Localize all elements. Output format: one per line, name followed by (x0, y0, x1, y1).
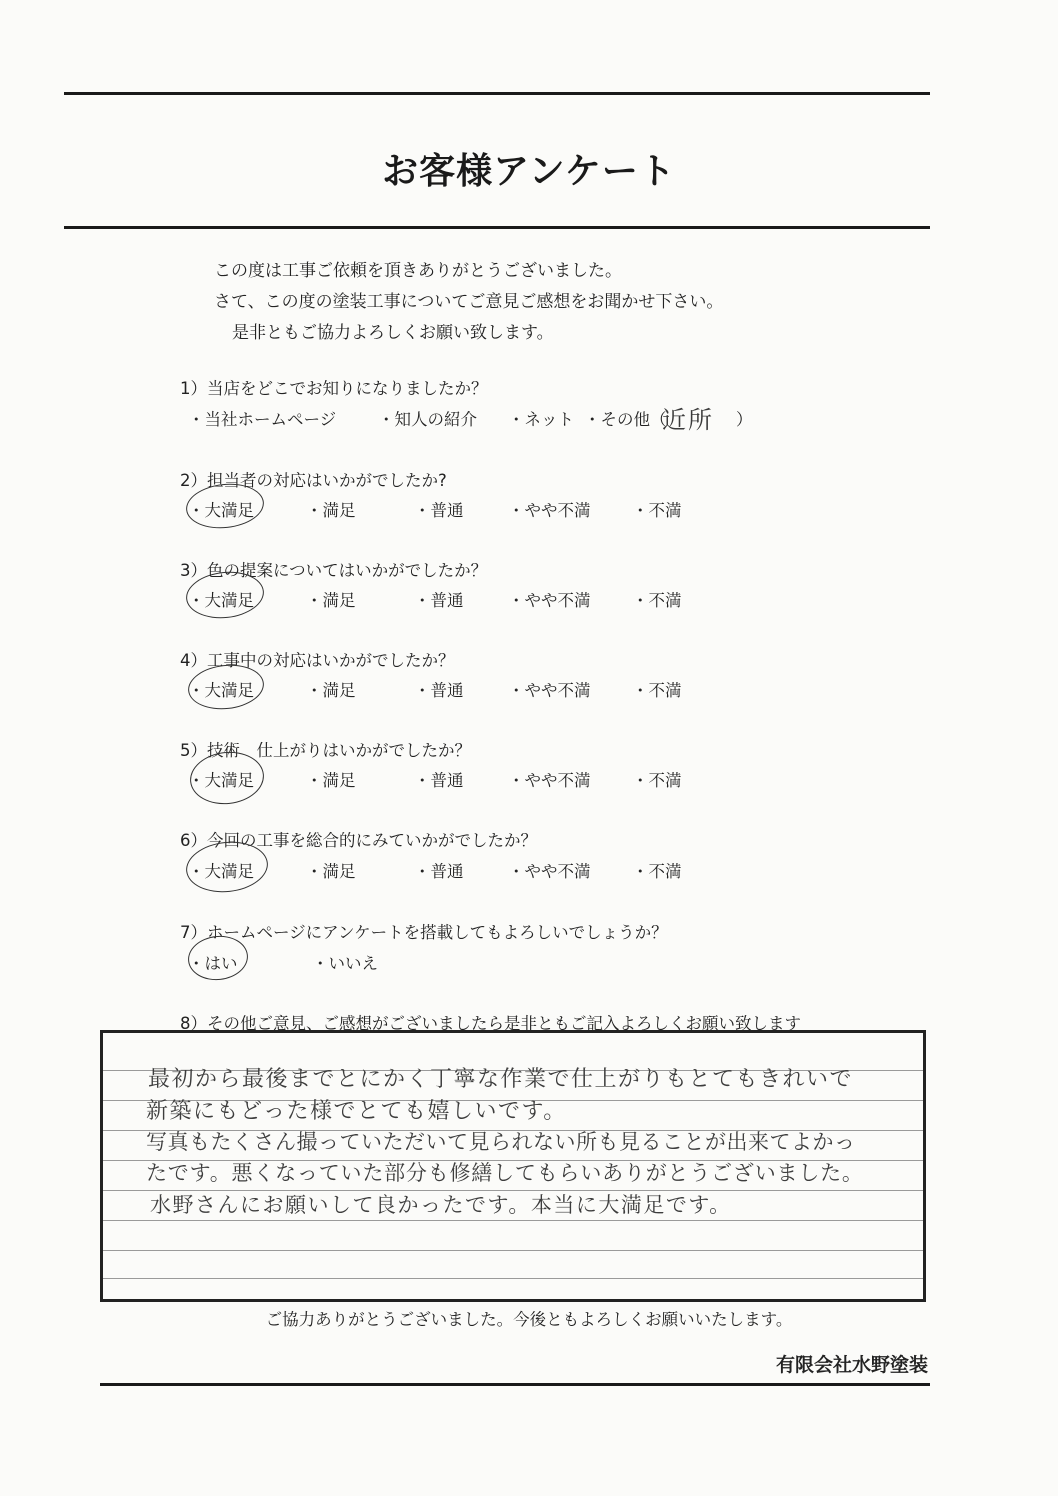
comment-ruled-line (103, 1220, 923, 1221)
company-name: 有限会社水野塗装 (775, 1354, 928, 1376)
comment-line-4: たです。悪くなっていた部分も修繕してもらいありがとうございました。 (146, 1161, 864, 1185)
q6-option-very-satisfied[interactable]: ・大満足 (188, 862, 254, 881)
intro-line-3: 是非ともご協力よろしくお願い致します。 (232, 323, 554, 343)
q7-option-no[interactable]: ・いいえ (312, 954, 378, 973)
q1-other-handwritten: 近所 (662, 406, 714, 434)
q4-option-somewhat-dissatisfied[interactable]: ・やや不満 (508, 681, 591, 700)
question-2: 2）担当者の対応はいかがでしたか? (180, 471, 447, 490)
q6-option-normal[interactable]: ・普通 (414, 862, 464, 881)
question-7: 7）ホームページにアンケートを搭載してもよろしいでしょうか？ (180, 923, 668, 942)
title-bottom-rule (64, 226, 930, 229)
q6-option-satisfied[interactable]: ・満足 (306, 862, 356, 881)
intro-line-2: さて、この度の塗装工事についてご意見ご感想をお聞かせ下さい。 (214, 292, 724, 312)
q3-option-dissatisfied[interactable]: ・不満 (632, 591, 682, 610)
q1-option-other-close: ） (736, 410, 753, 429)
q1-option-referral[interactable]: ・知人の紹介 (378, 410, 477, 429)
q4-option-dissatisfied[interactable]: ・不満 (632, 681, 682, 700)
q7-option-yes[interactable]: ・はい (188, 954, 238, 973)
q2-option-dissatisfied[interactable]: ・不満 (632, 501, 682, 520)
q5-option-satisfied[interactable]: ・満足 (306, 771, 356, 790)
comment-line-2: 新築にもどった様でとても嬉しいです。 (146, 1099, 567, 1124)
q6-option-dissatisfied[interactable]: ・不満 (632, 862, 682, 881)
q1-option-net[interactable]: ・ネット (508, 410, 574, 429)
q5-option-very-satisfied[interactable]: ・大満足 (188, 771, 254, 790)
q5-option-somewhat-dissatisfied[interactable]: ・やや不満 (508, 771, 591, 790)
q2-option-very-satisfied[interactable]: ・大満足 (188, 501, 254, 520)
q6-option-somewhat-dissatisfied[interactable]: ・やや不満 (508, 862, 591, 881)
page-title: お客様アンケート (382, 151, 676, 192)
question-5: 5）技術 仕上がりはいかがでしたか？ (180, 741, 471, 760)
q3-option-somewhat-dissatisfied[interactable]: ・やや不満 (508, 591, 591, 610)
question-4: 4）工事中の対応はいかがでしたか？ (180, 651, 455, 670)
q3-option-satisfied[interactable]: ・満足 (306, 591, 356, 610)
bottom-rule (100, 1383, 930, 1386)
question-6: 6）今回の工事を総合的にみていかがでしたか？ (180, 831, 537, 850)
q3-option-normal[interactable]: ・普通 (414, 591, 464, 610)
q2-option-satisfied[interactable]: ・満足 (306, 501, 356, 520)
q3-option-very-satisfied[interactable]: ・大満足 (188, 591, 254, 610)
footer-thanks: ご協力ありがとうございました。今後ともよろしくお願いいたします。 (265, 1310, 793, 1329)
comment-line-5: 水野さんにお願いして良かったです。本当に大満足です。 (150, 1193, 732, 1217)
q2-option-normal[interactable]: ・普通 (414, 501, 464, 520)
q5-option-normal[interactable]: ・普通 (414, 771, 464, 790)
comment-ruled-line (103, 1278, 923, 1279)
comment-line-3: 写真もたくさん撮っていただいて見られない所も見ることが出来てよかっ (146, 1130, 856, 1154)
question-1: 1）当店をどこでお知りになりましたか？ (180, 379, 488, 398)
question-8: 8）その他ご意見、ご感想がございましたら是非ともご記入よろしくお願い致します (180, 1014, 801, 1033)
q4-option-very-satisfied[interactable]: ・大満足 (188, 681, 254, 700)
question-3: 3）色の提案についてはいかがでしたか？ (180, 561, 488, 580)
q2-option-somewhat-dissatisfied[interactable]: ・やや不満 (508, 501, 591, 520)
comment-line-1: 最初から最後までとにかく丁寧な作業で仕上がりもとてもきれいで (148, 1067, 854, 1092)
intro-line-1: この度は工事ご依頼を頂きありがとうございました。 (214, 261, 622, 281)
comment-ruled-line (103, 1250, 923, 1251)
top-rule (64, 92, 930, 95)
q5-option-dissatisfied[interactable]: ・不満 (632, 771, 682, 790)
q4-option-satisfied[interactable]: ・満足 (306, 681, 356, 700)
q1-option-homepage[interactable]: ・当社ホームページ (188, 410, 337, 429)
q4-option-normal[interactable]: ・普通 (414, 681, 464, 700)
q1-option-other[interactable]: ・その他（ (584, 410, 667, 429)
